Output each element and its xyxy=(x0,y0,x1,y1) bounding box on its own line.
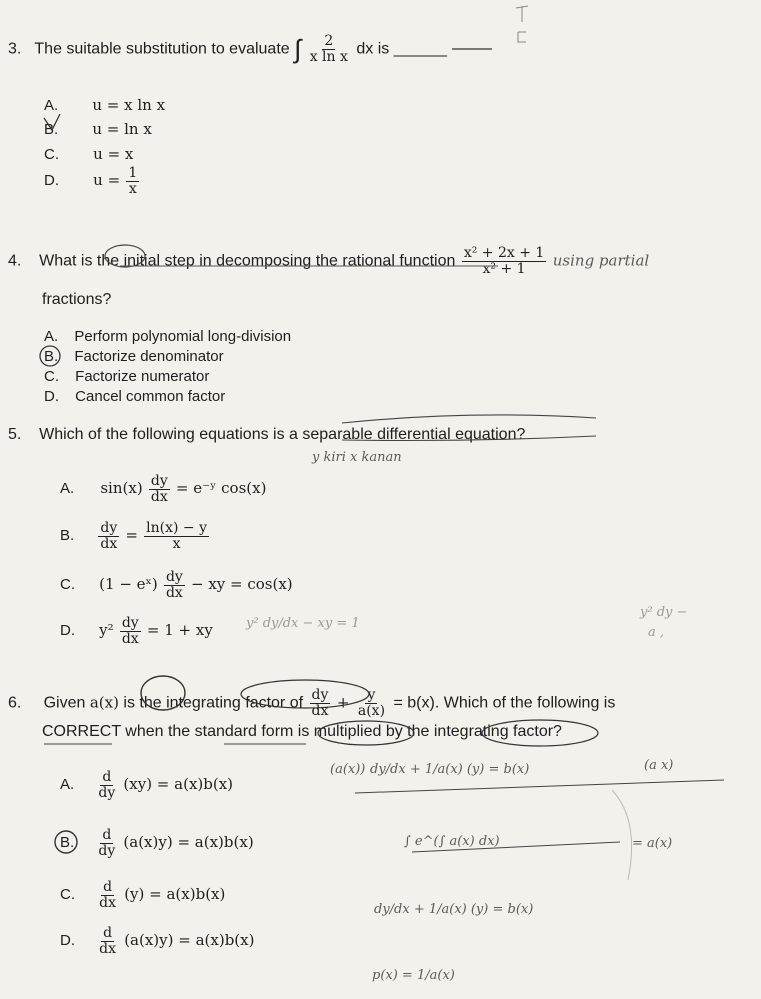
q5-text: Which of the following equations is a separable differential equation? xyxy=(39,426,526,443)
q6-rule-line xyxy=(355,780,724,793)
integral-sign: ∫ xyxy=(294,34,302,64)
q6-handwriting-2: dy/dx + 1/a(x) (y) = b(x) xyxy=(370,762,530,777)
q4-text: What is the initial step in decomposing the rational function xyxy=(39,252,456,270)
q5-option-b[interactable]: B. $\frac{dy}{dx}$ = $\frac{\ln(x) - y}{x}$ xyxy=(60,520,208,552)
q3-number: 3. xyxy=(8,40,22,58)
q6-option-b[interactable]: B. $\frac{d}{dy}$ (a(x)y) = a(x)b(x) xyxy=(60,827,254,859)
q6-handwriting-1: (a(x)) xyxy=(330,762,366,777)
q4-tail: using partial xyxy=(552,251,650,270)
q5-handwriting-4: a , xyxy=(648,625,665,640)
q6-option-b-circle xyxy=(55,831,77,853)
q5-number: 5. xyxy=(8,426,22,443)
q4-initial-circle xyxy=(105,245,145,267)
q6-ax: a(x) xyxy=(89,693,119,712)
q5-highlight xyxy=(342,415,596,441)
q3-option-c[interactable]: C. u = x xyxy=(44,145,134,163)
q4-option-a[interactable]: A. Perform polynomial long-division xyxy=(44,328,292,345)
q3-option-d[interactable]: D. u = $\frac{1}{x}$ xyxy=(44,165,138,197)
q6-handwriting-4: ∫ e^(∫ a(x) dx) xyxy=(404,834,500,849)
q3-integrand: $\frac{2}{\text{x ln x}}$ xyxy=(309,33,348,65)
q3-option-b[interactable]: B. u = ln x xyxy=(44,120,152,138)
q3-tail: dx is ______ xyxy=(356,40,448,58)
q6-ax-circle xyxy=(141,676,185,710)
q6-integrating-circle xyxy=(482,720,598,746)
corner-mark xyxy=(516,6,528,42)
q5-option-d[interactable]: D. y² $\frac{dy}{dx}$ = 1 + xy xyxy=(60,615,213,647)
q4-line2: fractions? xyxy=(42,291,112,308)
q4-option-b[interactable]: B. Factorize denominator xyxy=(44,348,224,365)
q6-handwriting-3: (a x) xyxy=(644,758,674,773)
q6-multiplied-circle xyxy=(318,721,414,745)
q5-option-a[interactable]: A. sin(x) $\frac{dy}{dx}$ = e⁻ʸ cos(x) xyxy=(60,473,267,505)
q3-option-b-tick xyxy=(44,114,60,130)
q4-rational-function: $\frac{\text{x² + 2x + 1}}{\text{x² + 1}}$ xyxy=(463,245,545,277)
q6-number: 6. xyxy=(8,694,22,712)
q6-line2: CORRECT when the standard form is multiplied by the integrating factor? xyxy=(42,723,562,740)
q6-rule-line-2 xyxy=(412,842,620,852)
q6-handwriting-5: = a(x) xyxy=(632,836,673,851)
q3-option-a[interactable]: A. u = x ln x xyxy=(44,96,166,114)
q3-text: The suitable substitution to evaluate xyxy=(34,40,290,58)
q6-if-circle xyxy=(241,680,369,708)
q6-option-c[interactable]: C. $\frac{d}{dx}$ (y) = a(x)b(x) xyxy=(60,879,226,911)
q5-handwriting-2: y² dy/dx − xy = 1 xyxy=(246,616,360,631)
q4-option-b-circle xyxy=(40,346,60,366)
q4-option-c[interactable]: C. Factorize numerator xyxy=(44,368,210,385)
q6-handwriting-6: dy/dx + 1/a(x) (y) = b(x) xyxy=(374,902,534,917)
q6-option-a[interactable]: A. $\frac{d}{dy}$ (xy) = a(x)b(x) xyxy=(60,769,234,801)
q6-stem: 6. Given a(x) is the integrating factor of $\frac{dy}{dx}$ + $\frac{y}{a(x)}$ = b(x). Which of the following is xyxy=(8,687,616,719)
q6-brace-arc xyxy=(612,790,632,880)
q5-option-c[interactable]: C. (1 − eˣ) $\frac{dy}{dx}$ − xy = cos(x) xyxy=(60,569,293,601)
q6-option-d[interactable]: D. $\frac{d}{dx}$ (a(x)y) = a(x)b(x) xyxy=(60,925,255,957)
q4-number: 4. xyxy=(8,252,22,270)
q4-option-d[interactable]: D. Cancel common factor xyxy=(44,388,226,405)
q6-handwriting-7: p(x) = 1/a(x) xyxy=(372,968,455,983)
q5-handwriting-1: y kiri x kanan xyxy=(312,450,402,465)
q5-handwriting-3: y² dy − xyxy=(640,605,688,620)
